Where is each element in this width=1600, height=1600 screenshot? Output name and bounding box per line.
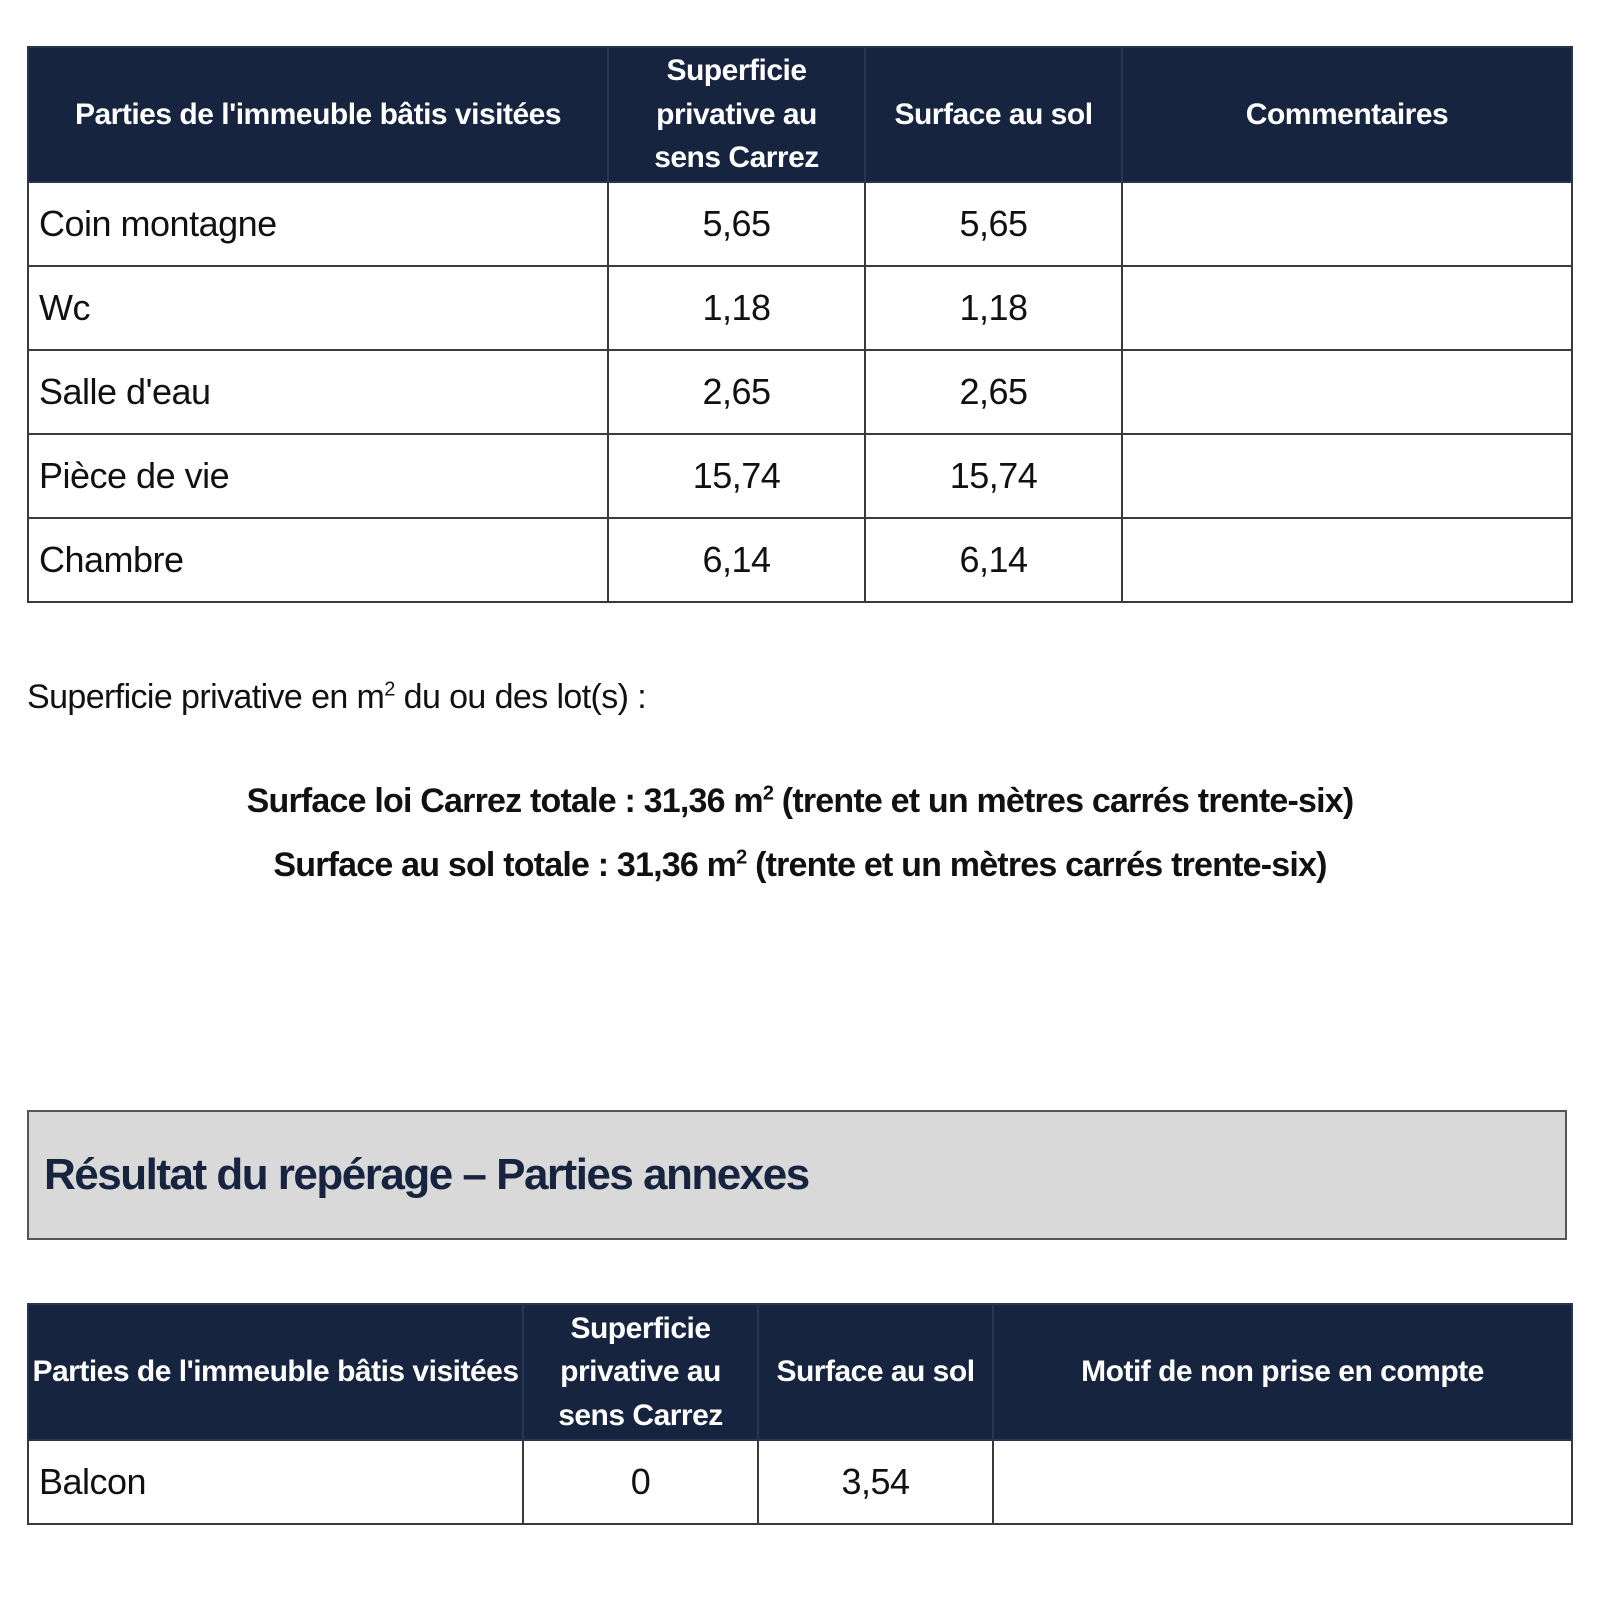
room-carrez: 15,74 <box>608 434 865 518</box>
annex-sol: 3,54 <box>758 1440 993 1524</box>
total-carrez: Surface loi Carrez totale : 31,36 $m^2$ (trente et un mètres carrés trente-six) <box>246 782 1354 820</box>
rooms-table <box>27 46 1573 603</box>
room-comment <box>1122 518 1572 602</box>
table-row <box>28 1440 1572 1524</box>
room-carrez: 6,14 <box>608 518 865 602</box>
room-comment <box>1122 434 1572 518</box>
header-carrez: Superficie privative au sens Carrez <box>608 47 865 182</box>
header-surface-sol: Surface au sol <box>865 47 1122 182</box>
header-surface-sol: Surface au sol <box>758 1304 993 1440</box>
room-sol: 15,74 <box>865 434 1122 518</box>
header-commentaires: Commentaires <box>1122 47 1572 182</box>
room-comment <box>1122 266 1572 350</box>
table-row <box>28 434 1572 518</box>
room-sol: 1,18 <box>865 266 1122 350</box>
rooms-header-row <box>28 47 1572 182</box>
table-row <box>28 350 1572 434</box>
room-comment <box>1122 350 1572 434</box>
superficie-label: Superficie privative en $m^2$ du ou des lot(s) : <box>27 678 647 716</box>
annex-section-banner <box>27 1110 1567 1240</box>
annex-table <box>27 1303 1573 1525</box>
total-surface-sol: Surface au sol totale : 31,36 $m^2$ (trente et un mètres carrés trente-six) <box>273 846 1327 884</box>
table-row <box>28 266 1572 350</box>
room-name: Chambre <box>28 518 608 602</box>
room-name: Pièce de vie <box>28 434 608 518</box>
annex-name: Balcon <box>28 1440 523 1524</box>
room-name: Wc <box>28 266 608 350</box>
room-carrez: 5,65 <box>608 182 865 266</box>
header-carrez: Superficie privative au sens Carrez <box>523 1304 758 1440</box>
annex-section-title: Résultat du repérage – Parties annexes <box>44 1150 809 1199</box>
header-parties: Parties de l'immeuble bâtis visitées <box>28 1304 523 1440</box>
room-carrez: 2,65 <box>608 350 865 434</box>
header-parties: Parties de l'immeuble bâtis visitées <box>28 47 608 182</box>
room-name: Coin montagne <box>28 182 608 266</box>
room-sol: 5,65 <box>865 182 1122 266</box>
room-sol: 2,65 <box>865 350 1122 434</box>
room-carrez: 1,18 <box>608 266 865 350</box>
table-row <box>28 182 1572 266</box>
annex-motif <box>993 1440 1572 1524</box>
room-sol: 6,14 <box>865 518 1122 602</box>
table-row <box>28 518 1572 602</box>
room-comment <box>1122 182 1572 266</box>
room-name: Salle d'eau <box>28 350 608 434</box>
annex-header-row <box>28 1304 1572 1440</box>
header-motif: Motif de non prise en compte <box>993 1304 1572 1440</box>
annex-carrez: 0 <box>523 1440 758 1524</box>
